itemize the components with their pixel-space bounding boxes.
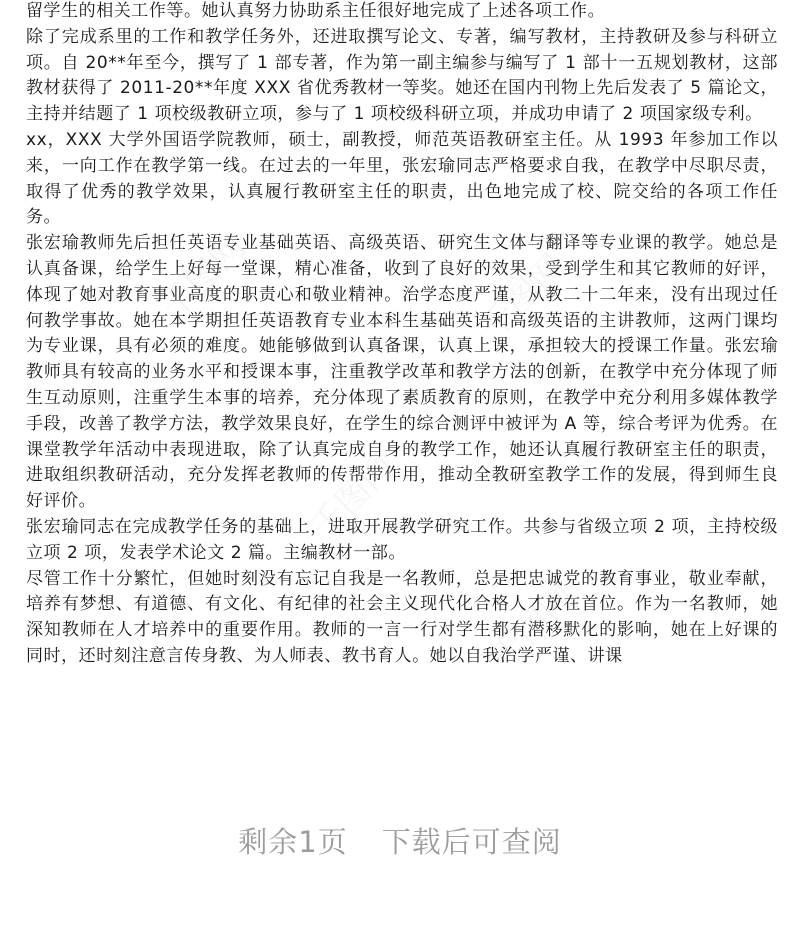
paragraph-continued: 留学生的相关工作等。她认真努力协助系主任很好地完成了上述各项工作。: [26, 1, 606, 21]
paragraph-teaching: 张宏瑜教师先后担任英语专业基础英语、高级英语、研究生文体与翻译等专业课的教学。她总是认真备课，给学生上好每一堂课，精心准备，收到了良好的效果，受到学生和其它教师的好评，体现了她对教育事业高度的职责心和敬业精神。治学态度严谨，从教二十二年来，没有出现过任何教学事故。她在本学期担任英语教育专业本科生基础英语和高级英语的主讲教师，这两门课均为专业课，具有必须的难度。她能够做到认真备课，认真上课，承担较大的授课工作量。张宏瑜教师具有较高的业务水平和授课本事，注重教学改革和教学方法的创新，在教学中充分体现了师生互动原则，注重学生本事的培养，充分体现了素质教育的原则，在教学中充分利用多媒体教学手段，改善了教学方法，教学效果良好，在学生的综合测评中被评为 A 等，综合考评为优秀。在课堂教学年活动中表现进取，除了认真完成自身的教学工作，她还认真履行教研室主任的职责，进取组织教研活动，充分发挥老教师的传帮带作用，推动全教研室教学工作的发展，得到师生良好评价。: [26, 233, 778, 512]
watermark-4: 千图网: [483, 576, 584, 678]
paragraph-profile: xx，XXX 大学外国语学院教师，硕士，副教授，师范英语教研室主任。从 1993 年参加工作以来，一向工作在教学第一线。在过去的一年里，张宏瑜同志严格要求自我，在教学中尽职尽责，取得了优秀的教学效果，认真履行教研室主任的职责，出色地完成了校、院交给的各项工作任务。: [26, 129, 778, 228]
watermark-3: 千图网: [303, 446, 404, 548]
remaining-pages-label[interactable]: 剩余1页: [238, 825, 348, 859]
paragraph-research: 除了完成系里的工作和教学任务外，还进取撰写论文、专著，编写教材，主持教研及参与科研立项。自 20**年至今，撰写了 1 部专著，作为第一副主编参与编写了 1 部十一五规划教材，这部教材获得了 2011-20**年度 XXX 省优秀教材一等奖。她还在国内刊物上先后发表了 5 篇论文，主持并结题了 1 项校级教研立项，参与了 1 项校级科研立项，并成功申请了 2 项国家级专利。: [26, 26, 778, 125]
watermark-1: 千图网: [153, 226, 254, 328]
read-more-banner[interactable]: [0, 820, 800, 861]
paragraph-projects: 张宏瑜同志在完成教学任务的基础上，进取开展教学研究工作。共参与省级立项 2 项，主持校级立项 2 项，发表学术论文 2 篇。主编教材一部。: [26, 516, 778, 563]
download-to-view-label[interactable]: 下载后可查阅: [381, 825, 562, 859]
paragraph-dedication: 尽管工作十分繁忙，但她时刻没有忘记自我是一名教师，总是把忠诚党的教育事业，敬业奉献，培养有梦想、有道德、有文化、有纪律的社会主义现代化合格人才放在首位。作为一名教师，她深知教师在人才培养中的重要作用。教师的一言一行对学生都有潜移默化的影响，她在上好课的同时，还时刻注意言传身教、为人师表、教书育人。她以自我治学严谨、讲课: [26, 568, 778, 666]
watermark-2: 千图网: [473, 246, 574, 348]
